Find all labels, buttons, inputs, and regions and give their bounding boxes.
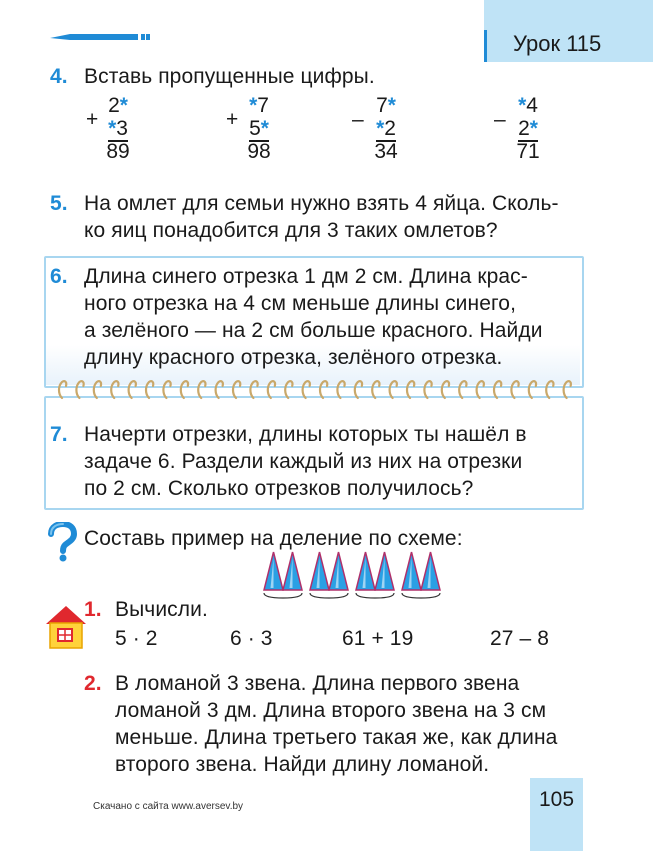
spiral-ring: [111, 381, 118, 398]
example-sign: –: [494, 108, 506, 131]
homework-task2-line: меньше. Длина третьего такая же, как длина: [115, 726, 558, 749]
spiral-ring: [372, 381, 379, 398]
digit: 2: [108, 94, 120, 117]
spiral-ring: [216, 381, 223, 398]
task6-line: а зелёного — на 2 см больше красного. Найди: [84, 319, 543, 342]
scheme-group-brace: [356, 593, 394, 598]
task5-line: На омлет для семьи нужно взять 4 яйца. Сколь-: [84, 192, 559, 215]
missing-digit-star: *: [260, 117, 269, 140]
lesson-title: Урок 115: [513, 31, 602, 56]
example-sign: +: [226, 108, 239, 131]
result: 34: [374, 140, 398, 163]
spiral-ring: [233, 381, 240, 398]
spiral-ring: [163, 381, 170, 398]
task7-line: по 2 см. Сколько отрезков получилось?: [84, 477, 474, 500]
spiral-ring: [442, 381, 449, 398]
homework-task2-number: 2.: [84, 672, 102, 695]
source-note: Скачано с сайта www.aversev.by: [93, 801, 244, 812]
homework-task1-text: Вычисли.: [115, 598, 208, 621]
column-example: [356, 94, 416, 163]
puzzle-text: Составь пример на деление по схеме:: [84, 527, 463, 550]
spiral-ring: [76, 381, 83, 398]
spiral-ring: [494, 381, 501, 398]
page-number: 105: [538, 788, 575, 811]
expression: 27 – 8: [490, 627, 549, 650]
task5-number: 5.: [50, 192, 68, 215]
spiral-ring: [268, 381, 275, 398]
example-sign: +: [86, 108, 99, 131]
task7-number: 7.: [50, 423, 68, 446]
spiral-ring: [146, 381, 153, 398]
digit: 3: [116, 117, 128, 140]
digit: 2: [384, 117, 396, 140]
digit: 2: [518, 117, 530, 140]
expression: 61 + 19: [342, 627, 414, 650]
scheme-group-brace: [264, 593, 302, 598]
spiral-ring: [303, 381, 310, 398]
spiral-ring: [477, 381, 484, 398]
column-example: [229, 94, 289, 163]
task6-line: длину красного отрезка, зелёного отрезка.: [84, 346, 503, 369]
spiral-ring: [285, 381, 292, 398]
spiral-ring: [424, 381, 431, 398]
missing-digit-star: *: [529, 117, 538, 140]
task4-number: 4.: [50, 65, 68, 88]
spiral-ring: [564, 381, 571, 398]
task6-line: ного отрезка на 4 см меньше длины синего,: [84, 292, 517, 315]
spiral-ring: [529, 381, 536, 398]
spiral-ring: [94, 381, 101, 398]
spiral-ring: [390, 381, 397, 398]
homework-task2-line: В ломаной 3 звена. Длина первого звена: [115, 672, 520, 695]
task5-line: ко яиц понадобится для 3 таких омлетов?: [84, 219, 498, 242]
result: 98: [247, 140, 271, 163]
spiral-ring: [337, 381, 344, 398]
digit: 4: [526, 94, 538, 117]
missing-digit-star: *: [376, 117, 385, 140]
digit: 7: [257, 94, 269, 117]
homework-task2-line: второго звена. Найди длину ломаной.: [115, 753, 490, 776]
header-divider: [484, 30, 487, 62]
spiral-ring: [250, 381, 257, 398]
notebook-spiral: [56, 378, 576, 404]
spiral-ring: [59, 381, 66, 398]
spiral-ring: [355, 381, 362, 398]
example-sign: –: [352, 108, 364, 131]
expression: 6 · 3: [230, 627, 273, 650]
result: 89: [106, 140, 130, 163]
spiral-ring: [407, 381, 414, 398]
homework-task1-number: 1.: [84, 598, 102, 621]
house-icon: [44, 604, 88, 650]
question-mark-icon: [44, 522, 78, 562]
header-decor-bar: [50, 33, 150, 41]
missing-digit-star: *: [119, 94, 128, 117]
digit: 5: [249, 117, 261, 140]
spiral-ring: [511, 381, 518, 398]
task7-line: Начерти отрезки, длины которых ты нашёл в: [84, 423, 527, 446]
missing-digit-star: *: [387, 94, 396, 117]
task7-line: задаче 6. Раздели каждый из них на отрезки: [84, 450, 523, 473]
result: 71: [516, 140, 540, 163]
column-example: [498, 94, 558, 163]
spiral-ring: [181, 381, 188, 398]
division-scheme: [258, 550, 444, 602]
task4-text: Вставь пропущенные цифры.: [84, 65, 375, 88]
spiral-ring: [129, 381, 136, 398]
column-example: [88, 94, 148, 163]
spiral-ring: [459, 381, 466, 398]
homework-task2-line: ломаной 3 дм. Длина второго звена на 3 см: [115, 699, 547, 722]
expression: 5 · 2: [115, 627, 158, 650]
missing-digit-star: *: [108, 117, 117, 140]
task6-number: 6.: [50, 265, 68, 288]
spiral-ring: [198, 381, 205, 398]
spiral-ring: [320, 381, 327, 398]
digit: 7: [376, 94, 388, 117]
scheme-group-brace: [310, 593, 348, 598]
missing-digit-star: *: [249, 94, 258, 117]
spiral-ring: [546, 381, 553, 398]
missing-digit-star: *: [518, 94, 527, 117]
scheme-group-brace: [402, 593, 440, 598]
task6-line: Длина синего отрезка 1 дм 2 см. Длина крас-: [84, 265, 528, 288]
